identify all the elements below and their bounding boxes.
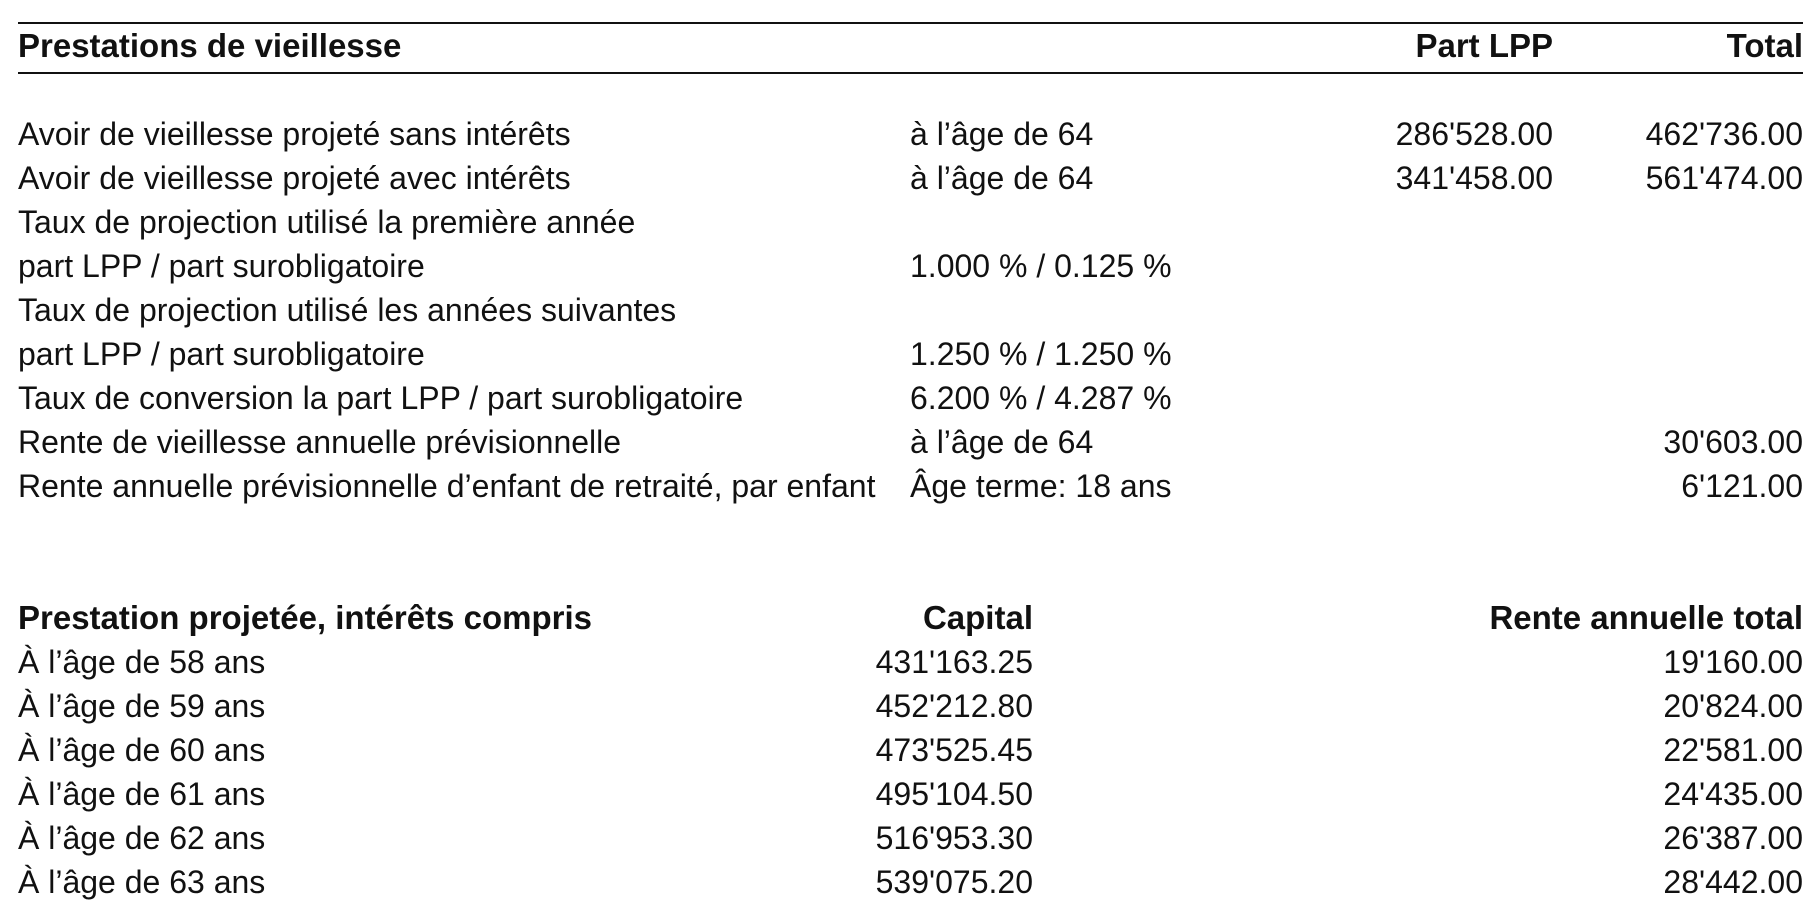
table-row — [18, 332, 1803, 376]
row-condition: à l’âge de 64 — [910, 424, 1094, 460]
table-row — [18, 772, 1803, 816]
row-rente: 24'435.00 — [1663, 776, 1803, 812]
column-header-rente-annuelle: Rente annuelle total — [1489, 599, 1803, 636]
row-label: Avoir de vieillesse projeté sans intérêts — [18, 116, 571, 152]
row-label: À l’âge de 60 ans — [18, 732, 266, 768]
row-label: part LPP / part surobligatoire — [18, 336, 425, 372]
table-row — [18, 816, 1803, 860]
column-header-total: Total — [1726, 27, 1803, 64]
row-label: À l’âge de 62 ans — [18, 820, 266, 856]
table-row — [18, 464, 1803, 508]
row-capital: 431'163.25 — [875, 644, 1033, 680]
row-label: À l’âge de 63 ans — [18, 864, 266, 900]
row-label: Taux de projection utilisé la première année — [18, 204, 636, 240]
row-label: part LPP / part surobligatoire — [18, 248, 425, 284]
row-label: Rente annuelle prévisionnelle d’enfant de retraité, par enfant — [18, 468, 876, 504]
table-row — [18, 288, 1803, 332]
section1-title: Prestations de vieillesse — [18, 27, 402, 64]
row-part-lpp: 286'528.00 — [1395, 116, 1553, 152]
table-row — [18, 244, 1803, 288]
table-row — [18, 376, 1803, 420]
table-row — [18, 156, 1803, 200]
section1-header — [18, 24, 1803, 68]
row-condition: à l’âge de 64 — [910, 160, 1094, 196]
table-row — [18, 420, 1803, 464]
table-row — [18, 860, 1803, 904]
row-total: 30'603.00 — [1663, 424, 1803, 460]
row-rente: 22'581.00 — [1663, 732, 1803, 768]
row-capital: 452'212.80 — [875, 688, 1033, 724]
row-label: Rente de vieillesse annuelle prévisionnelle — [18, 424, 622, 460]
row-part-lpp: 341'458.00 — [1395, 160, 1553, 196]
row-rente: 28'442.00 — [1663, 864, 1803, 900]
row-rente: 26'387.00 — [1663, 820, 1803, 856]
row-total: 561'474.00 — [1645, 160, 1803, 196]
table-row — [18, 640, 1803, 684]
row-label: À l’âge de 58 ans — [18, 644, 266, 680]
row-rente: 19'160.00 — [1663, 644, 1803, 680]
row-capital: 495'104.50 — [875, 776, 1033, 812]
row-condition: à l’âge de 64 — [910, 116, 1094, 152]
row-rente: 20'824.00 — [1663, 688, 1803, 724]
row-rate: 1.250 % / 1.250 % — [910, 336, 1172, 372]
row-rate: 6.200 % / 4.287 % — [910, 380, 1172, 416]
row-capital: 473'525.45 — [875, 732, 1033, 768]
table-row — [18, 112, 1803, 156]
table-row — [18, 728, 1803, 772]
row-condition: Âge terme: 18 ans — [910, 468, 1172, 504]
row-label: Taux de projection utilisé les années suivantes — [18, 292, 677, 328]
row-label: Avoir de vieillesse projeté avec intérêts — [18, 160, 571, 196]
row-capital: 539'075.20 — [875, 864, 1033, 900]
column-header-capital: Capital — [922, 599, 1033, 636]
header-rule — [18, 72, 1803, 74]
row-capital: 516'953.30 — [875, 820, 1033, 856]
row-label: Taux de conversion la part LPP / part surobligatoire — [18, 380, 744, 416]
section2-header — [18, 596, 1803, 640]
row-total: 462'736.00 — [1645, 116, 1803, 152]
row-label: À l’âge de 61 ans — [18, 776, 266, 812]
row-label: À l’âge de 59 ans — [18, 688, 266, 724]
section2-title: Prestation projetée, intérêts compris — [18, 599, 593, 636]
row-rate: 1.000 % / 0.125 % — [910, 248, 1172, 284]
row-total: 6'121.00 — [1681, 468, 1803, 504]
column-header-part-lpp: Part LPP — [1415, 27, 1553, 64]
table-row — [18, 684, 1803, 728]
table-row — [18, 200, 1803, 244]
